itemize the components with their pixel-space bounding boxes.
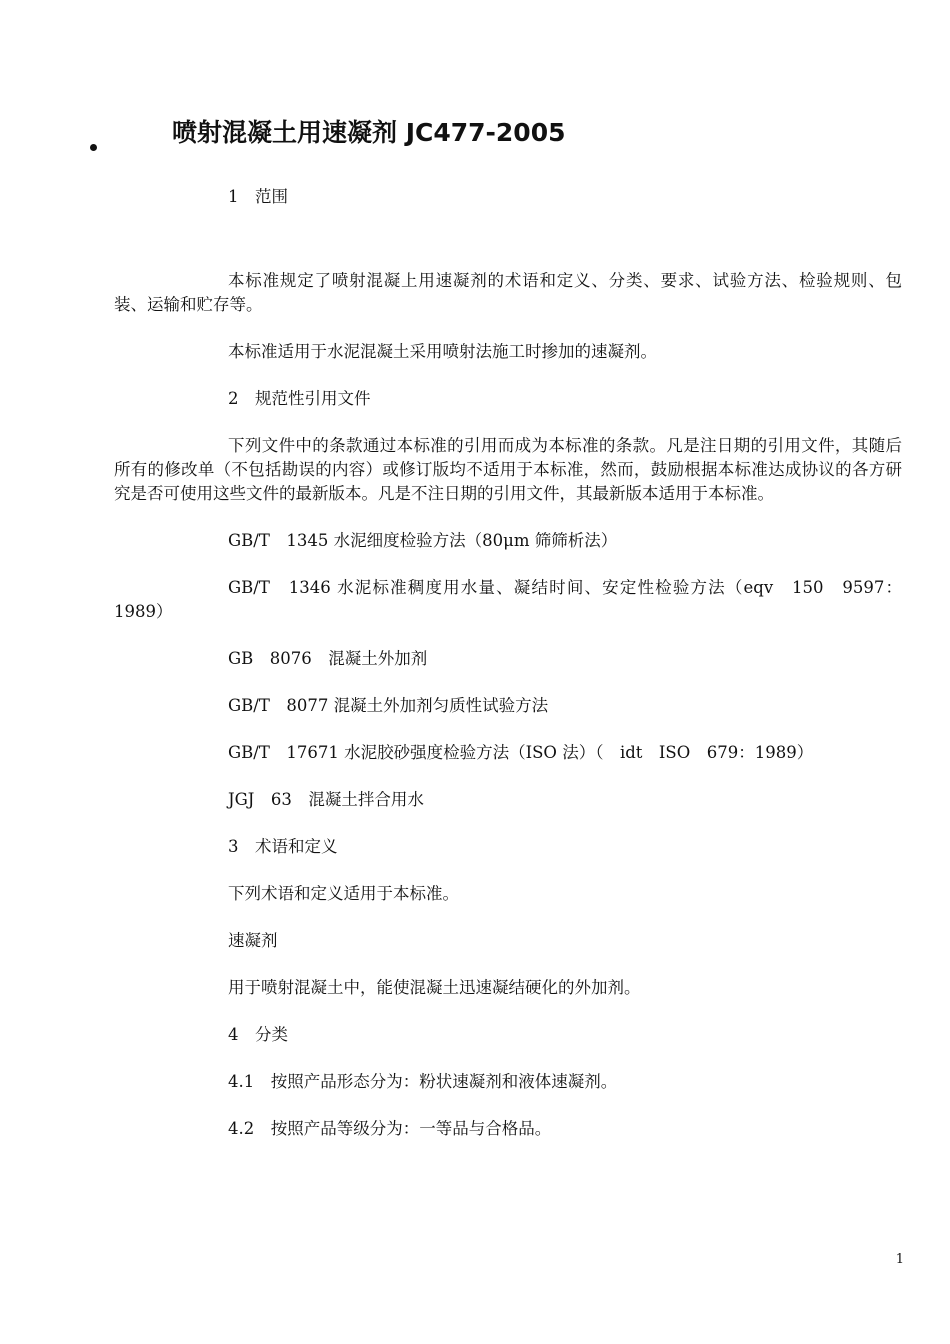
classification-item: 4.2 按照产品等级分为：一等品与合格品。 — [228, 1119, 552, 1138]
section-heading-normative: 2 规范性引用文件 — [228, 389, 371, 408]
term-name: 速凝剂 — [228, 931, 278, 950]
reference-item: GB/T 1345 水泥细度检验方法（80μm 筛筛析法） — [228, 531, 618, 550]
section-heading-terms: 3 术语和定义 — [228, 837, 338, 856]
reference-item: GB/T 1346 水泥标准稠度用水量、凝结时间、安定性检验方法（eqv 150 9597：1989） — [114, 578, 902, 621]
reference-item: GB/T 17671 水泥胶砂强度检验方法（ISO 法）（ idt ISO 679：1989） — [228, 743, 814, 762]
reference-item: JGJ 63 混凝土拌合用水 — [228, 790, 424, 809]
paragraph-scope-2: 本标准适用于水泥混凝土采用喷射法施工时掺加的速凝剂。 — [228, 342, 657, 361]
section-heading-classification: 4 分类 — [228, 1025, 288, 1044]
page-number: 1 — [895, 1252, 904, 1267]
document-body — [114, 185, 902, 1141]
reference-item: GB 8076 混凝土外加剂 — [228, 649, 428, 668]
term-definition: 用于喷射混凝土中，能使混凝土迅速凝结硬化的外加剂。 — [228, 978, 641, 997]
paragraph-terms-1: 下列术语和定义适用于本标准。 — [228, 884, 459, 903]
paragraph-normative-1: 下列文件中的条款通过本标准的引用而成为本标准的条款。凡是注日期的引用文件，其随后所有的修改单（不包括勘误的内容）或修订版均不适用于本标准，然而，鼓励根据本标准达成协议的各方研究是否可使用这些文件的最新版本。凡是不注日期的引用文件，其最新版本适用于本标准。 — [114, 436, 902, 503]
section-heading-scope: 1 范围 — [228, 187, 288, 206]
bullet-dot — [90, 144, 97, 151]
classification-item: 4.1 按照产品形态分为：粉状速凝剂和液体速凝剂。 — [228, 1072, 618, 1091]
reference-item: GB/T 8077 混凝土外加剂匀质性试验方法 — [228, 696, 549, 715]
paragraph-scope-1: 本标准规定了喷射混凝上用速凝剂的术语和定义、分类、要求、试验方法、检验规则、包装、运输和贮存等。 — [114, 271, 902, 314]
document-title: 喷射混凝土用速凝剂 JC477-2005 — [172, 118, 566, 147]
